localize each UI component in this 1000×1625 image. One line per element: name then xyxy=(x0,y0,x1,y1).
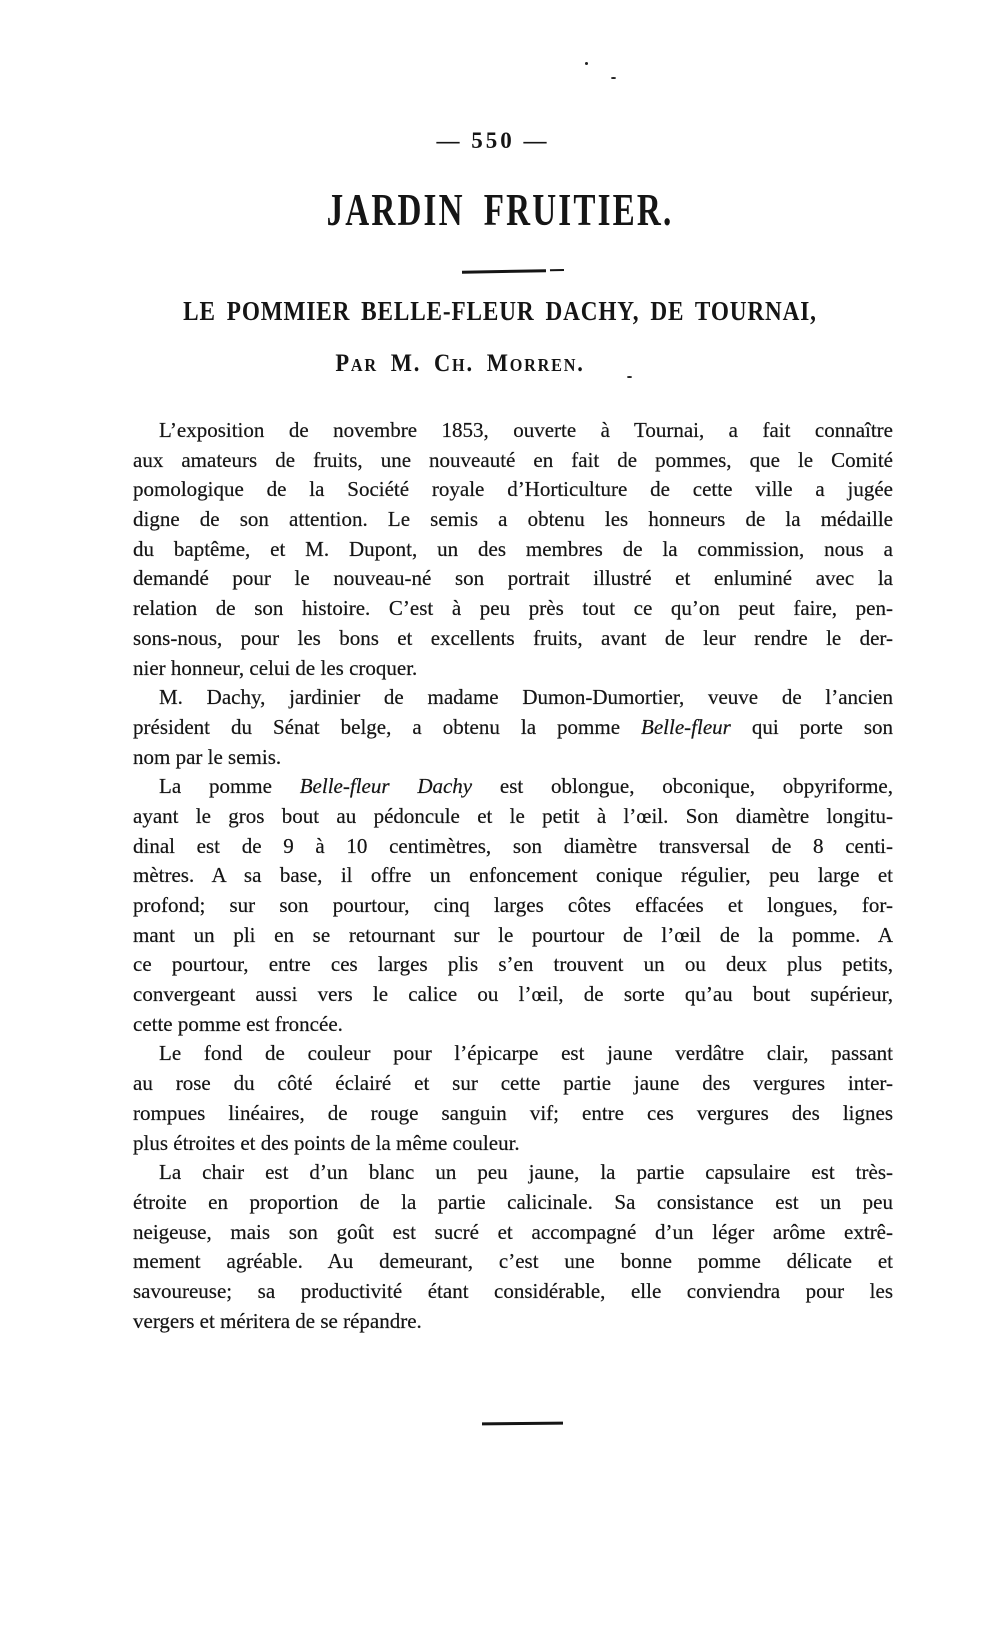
text-line: digne de son attention. Le semis a obtenu les honneurs de la médaille xyxy=(133,507,893,532)
text-line: savoureuse; sa productivité étant considérable, elle conviendra pour les xyxy=(133,1278,893,1303)
text-line: Le fond de couleur pour l’épicarpe est jaune verdâtre clair, passant xyxy=(159,1041,893,1066)
text-line: rompues linéaires, de rouge sanguin vif; entre ces vergures des lignes xyxy=(133,1100,893,1125)
article-subtitle: LE POMMIER BELLE-FLEUR DACHY, DE TOURNAI, xyxy=(183,296,817,326)
text-line: neigeuse, mais son goût est sucré et accompagné d’un léger arôme extrê- xyxy=(133,1219,893,1244)
text-line: mement agréable. Au demeurant, c’est une bonne pomme délicate et xyxy=(133,1249,893,1274)
footer-divider xyxy=(482,1422,563,1426)
text-line: cette pomme est froncée. xyxy=(133,1011,343,1036)
text-line: demandé pour le nouveau-né son portrait illustré et enluminé avec la xyxy=(133,566,893,591)
paragraph xyxy=(133,772,893,1039)
text-line: profond; sur son pourtour, cinq larges côtes effacées et longues, for- xyxy=(133,893,893,917)
text-line: ayant le gros bout au pédoncule et le petit à l’œil. Son diamètre longitu- xyxy=(133,803,893,828)
article-body xyxy=(133,416,893,1336)
text-line: étroite en proportion de la partie calicinale. Sa consistance est un peu xyxy=(133,1189,893,1214)
text-line: La chair est d’un blanc un peu jaune, la partie capsulaire est très- xyxy=(159,1160,893,1185)
text-line: mètres. A sa base, il offre un enfoncement conique régulier, peu large et xyxy=(133,863,893,888)
paragraph xyxy=(133,683,893,772)
scan-speck xyxy=(611,77,616,79)
text-line: aux amateurs de fruits, une nouveauté en fait de pommes, que le Comité xyxy=(133,447,893,472)
text-line: plus étroites et des points de la même couleur. xyxy=(133,1130,520,1155)
text-line: vergers et méritera de se répandre. xyxy=(133,1308,422,1333)
text-line: M. Dachy, jardinier de madame Dumon-Dumortier, veuve de l’ancien xyxy=(159,685,893,710)
title-divider xyxy=(462,269,546,273)
text-line: nom par le semis. xyxy=(133,744,282,769)
paragraph xyxy=(133,416,893,683)
text-line: convergeant aussi vers le calice ou l’œil, de sorte qu’au bout supérieur, xyxy=(133,982,893,1007)
text-line: mant un pli en se retournant sur le pourtour de l’œil de la pomme. A xyxy=(133,922,893,947)
byline: Par M. Ch. Morren. xyxy=(335,350,585,377)
paragraph xyxy=(133,1039,893,1158)
text-line: relation de son histoire. C’est à peu près tout ce qu’on peut faire, pen- xyxy=(133,596,893,621)
text-line: au rose du côté éclairé et sur cette partie jaune des vergures inter- xyxy=(133,1071,893,1096)
text-line: ce pourtour, entre ces larges plis s’en trouvent un ou deux plus petits, xyxy=(133,952,893,977)
text-line: du baptême, et M. Dupont, un des membres de la commission, nous a xyxy=(133,536,893,561)
paragraph xyxy=(133,1158,893,1336)
text-line: L’exposition de novembre 1853, ouverte à Tournai, a fait connaître xyxy=(159,418,893,442)
page-number: — 550 — xyxy=(436,128,550,153)
article-title: JARDIN FRUITIER. xyxy=(326,184,674,235)
text-line: président du Sénat belge, a obtenu la pomme Belle-fleur qui porte son xyxy=(133,714,894,739)
scan-speck xyxy=(585,62,588,65)
text-line: nier honneur, celui de les croquer. xyxy=(133,655,418,680)
text-line: La pomme Belle-fleur Dachy est oblongue, obconique, obpyriforme, xyxy=(159,774,893,799)
text-line: sons-nous, pour les bons et excellents fruits, avant de leur rendre le der- xyxy=(133,625,893,650)
text-line: dinal est de 9 à 10 centimètres, son diamètre transversal de 8 centi- xyxy=(133,833,893,858)
text-line: pomologique de la Société royale d’Horticulture de cette ville a jugée xyxy=(133,477,893,502)
